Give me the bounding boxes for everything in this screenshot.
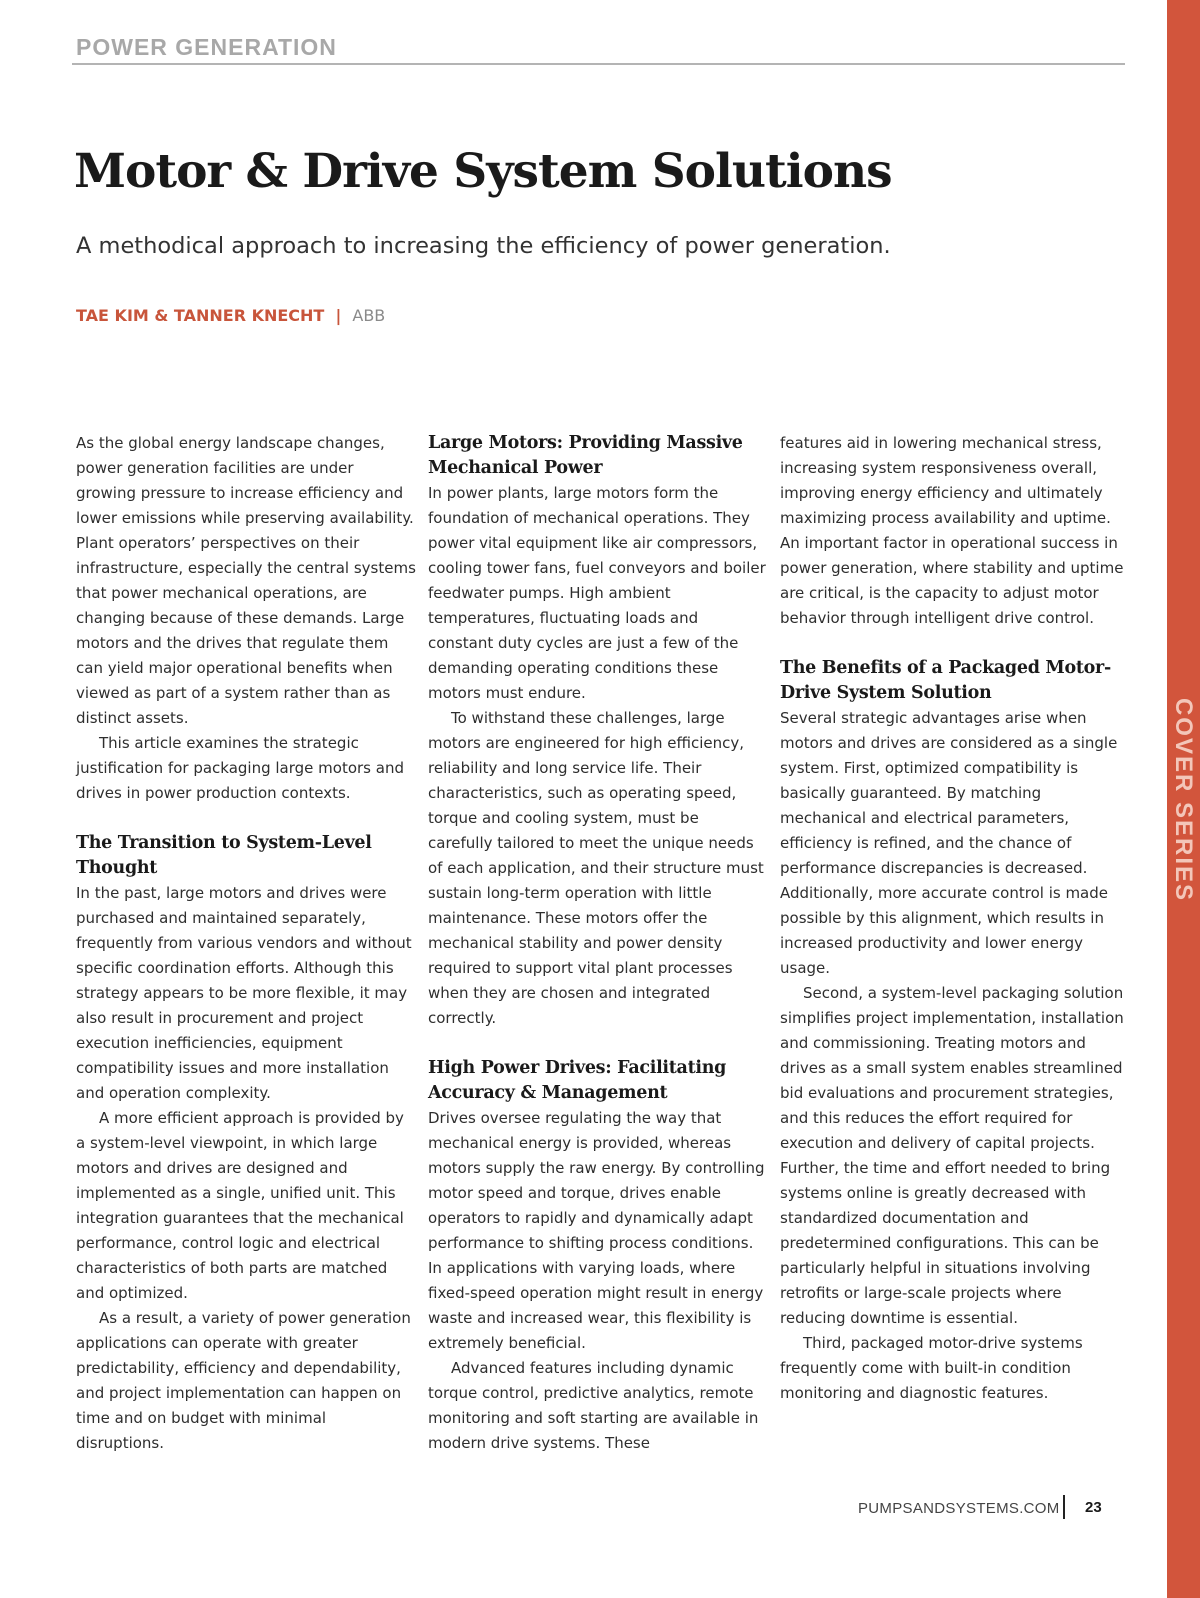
byline-authors: TAE KIM & TANNER KNECHT <box>76 306 325 325</box>
column-3 <box>780 431 1125 1406</box>
paragraph: This article examines the strategic justification for packaging large motors and drives in power production contexts. <box>76 734 404 802</box>
spacer <box>780 631 1125 656</box>
cover-series-label: COVER SERIES <box>1170 697 1197 903</box>
byline <box>76 306 385 325</box>
article-title: Motor & Drive System Solutions <box>74 144 892 199</box>
footer-website: PUMPSANDSYSTEMS.COM <box>858 1500 1060 1517</box>
byline-organization: ABB <box>352 306 386 325</box>
paragraph: Advanced features including dynamic torque control, predictive analytics, remote monitoring and soft starting are available in modern drive systems. These <box>428 1359 759 1452</box>
paragraph: In power plants, large motors form the foundation of mechanical operations. They power vital equipment like air compressors, cooling tower fans, fuel conveyors and boiler feedwater pumps. High ambient temperatures, fluctuating loads and constant duty cycles are just a few of the demanding operating conditions these motors must endure. <box>428 484 766 702</box>
subheading-benefits: The Benefits of a Packaged Motor-Drive System Solution <box>780 658 1111 703</box>
paragraph: As the global energy landscape changes, power generation facilities are under growing pressure to increase efficiency and lower emissions while preserving availability. Plant operators’ perspectives on their infrastructure, especially the central systems that power mechanical operations, are changing because of these demands. Large motors and the drives that regulate them can yield major operational benefits when viewed as part of a system rather than as distinct assets. <box>76 434 416 727</box>
section-label: POWER GENERATION <box>76 34 337 60</box>
spacer <box>76 806 416 831</box>
column-1 <box>76 431 416 1456</box>
paragraph: In the past, large motors and drives were purchased and maintained separately, frequently from various vendors and without specific coordination efforts. Although this strategy appears to be more flexible, it may also result in procurement and project execution inefficiencies, equipment compatibility issues and more installation and operation complexity. <box>76 884 412 1102</box>
spacer <box>428 1031 768 1056</box>
paragraph: Several strategic advantages arise when motors and drives are considered as a single system. First, optimized compatibility is basically guaranteed. By matching mechanical and electrical parameters, efficiency is refined, and the chance of performance discrepancies is decreased. Additionally, more accurate control is made possible by this alignment, which results in increased productivity and lower energy usage. <box>780 709 1118 977</box>
byline-separator: | <box>335 306 342 325</box>
subheading-high-power-drives: High Power Drives: Facilitating Accuracy & Management <box>428 1058 727 1103</box>
paragraph: A more efficient approach is provided by a system-level viewpoint, in which large motors and drives are designed and implemented as a single, unified unit. This integration guarantees that the mechanical performance, control logic and electrical characteristics of both parts are matched and optimized. <box>76 1109 404 1302</box>
footer-divider <box>1063 1495 1065 1519</box>
paragraph: Second, a system-level packaging solution simplifies project implementation, installation and commissioning. Treating motors and drives as a small system enables streamlined bid evaluations and procurement strategies, and this reduces the effort required for execution and delivery of capital projects. Further, the time and effort needed to bring systems online is greatly decreased with standardized documentation and predetermined configurations. This can be particularly helpful in situations involving retrofits or large-scale projects where reducing downtime is essential. <box>780 984 1124 1327</box>
paragraph: Third, packaged motor-drive systems frequently come with built-in condition monitoring and diagnostic features. <box>780 1334 1083 1402</box>
section-divider <box>72 63 1125 65</box>
paragraph: As a result, a variety of power generation applications can operate with greater predictability, efficiency and dependability, and project implementation can happen on time and on budget with minimal disruptions. <box>76 1309 411 1452</box>
article-subtitle: A methodical approach to increasing the efficiency of power generation. <box>76 233 891 259</box>
paragraph: To withstand these challenges, large motors are engineered for high efficiency, reliability and long service life. Their characteristics, such as operating speed, torque and cooling system, must be carefully tailored to meet the unique needs of each application, and their structure must sustain long-term operation with little maintenance. These motors offer the mechanical stability and power density required to support vital plant processes when they are chosen and integrated correctly. <box>428 709 764 1027</box>
subheading-large-motors: Large Motors: Providing Massive Mechanical Power <box>428 433 743 478</box>
paragraph: features aid in lowering mechanical stress, increasing system responsiveness overall, improving energy efficiency and ultimately maximizing process availability and uptime. An important factor in operational success in power generation, where stability and uptime are critical, is the capacity to adjust motor behavior through intelligent drive control. <box>780 434 1124 627</box>
column-2 <box>428 431 768 1456</box>
paragraph: Drives oversee regulating the way that mechanical energy is provided, whereas motors supply the raw energy. By controlling motor speed and torque, drives enable operators to rapidly and dynamically adapt performance to shifting process conditions. In applications with varying loads, where fixed-speed operation might result in energy waste and increased wear, this flexibility is extremely beneficial. <box>428 1109 765 1352</box>
page-number: 23 <box>1085 1499 1102 1516</box>
subheading-transition: The Transition to System-Level Thought <box>76 833 372 878</box>
